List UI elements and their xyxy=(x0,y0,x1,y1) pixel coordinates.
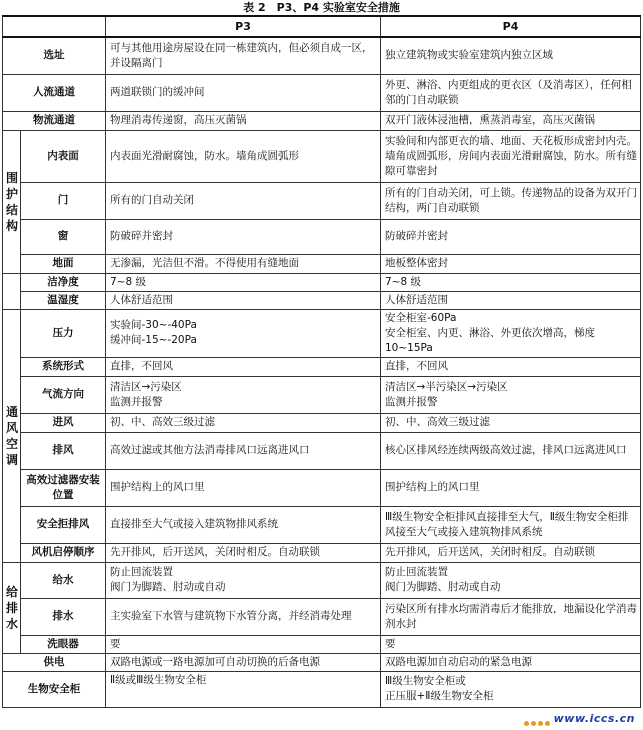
row-label-exhaust: 排风 xyxy=(21,432,106,469)
group-label-hvac: 通 风 空 调 xyxy=(3,309,21,562)
cell-p4-airflow: 清洁区→半污染区→污染区 监测并报警 xyxy=(381,376,641,413)
watermark: www.iccs.cn xyxy=(553,712,635,725)
row-label-drain: 排水 xyxy=(21,598,106,635)
header-p4: P4 xyxy=(381,16,641,37)
cell-p3-material: 物理消毒传递窗，高压灭菌锅 xyxy=(106,111,381,130)
cell-p4-material: 双开门液体浸池槽，熏蒸消毒室，高压灭菌锅 xyxy=(381,111,641,130)
cell-p4-biosafety: Ⅲ级生物安全柜或 正压服+Ⅱ级生物安全柜 xyxy=(381,671,641,707)
table-row xyxy=(3,130,641,182)
cell-p3-airflow: 清洁区→污染区 监测并报警 xyxy=(106,376,381,413)
row-label-eyewash: 洗眼器 xyxy=(21,635,106,653)
spacer-cell xyxy=(3,291,21,309)
cell-p3-eyewash: 要 xyxy=(106,635,381,653)
cell-p4-hepa: 围护结构上的风口里 xyxy=(381,469,641,506)
cell-p4-cabinet-exhaust: Ⅲ级生物安全柜排风直接排至大气，Ⅱ级生物安全柜排风接至大气或接入建筑物排风系统 xyxy=(381,506,641,543)
spacer-cell xyxy=(3,273,21,291)
row-label-intake: 进风 xyxy=(21,413,106,432)
row-label-floor: 地面 xyxy=(21,254,106,273)
cell-p3-surface: 内表面光滑耐腐蚀，防水。墙角成圆弧形 xyxy=(106,130,381,182)
table-row xyxy=(3,357,641,376)
row-label-window: 窗 xyxy=(21,219,106,254)
cell-p4-system: 直排，不回风 xyxy=(381,357,641,376)
cell-p4-drain: 污染区所有排水均需消毒后才能排放，地漏设化学消毒剂水封 xyxy=(381,598,641,635)
row-label-people: 人流通道 xyxy=(3,74,106,111)
row-label-site: 选址 xyxy=(3,37,106,74)
table-caption: 表 2 P3、P4 实验室安全措施 xyxy=(243,1,400,14)
cell-p3-cabinet-exhaust: 直接排至大气或接入建筑物排风系统 xyxy=(106,506,381,543)
group-label-enclosure: 围 护 结 构 xyxy=(3,130,21,273)
cell-p4-floor: 地板整体密封 xyxy=(381,254,641,273)
row-label-door: 门 xyxy=(21,182,106,219)
table-row xyxy=(3,254,641,273)
table-row xyxy=(3,506,641,543)
group-label-water: 给 排 水 xyxy=(3,562,21,653)
cell-p3-system: 直排，不回风 xyxy=(106,357,381,376)
cell-p3-temp: 人体舒适范围 xyxy=(106,291,381,309)
table-header-row xyxy=(3,16,641,37)
row-label-temp: 温湿度 xyxy=(21,291,106,309)
row-label-pressure: 压力 xyxy=(21,309,106,357)
cell-p3-window: 防破碎并密封 xyxy=(106,219,381,254)
cell-p4-intake: 初、中、高效三级过滤 xyxy=(381,413,641,432)
table-row xyxy=(3,291,641,309)
table-row xyxy=(3,273,641,291)
table-row xyxy=(3,413,641,432)
cell-p4-window: 防破碎并密封 xyxy=(381,219,641,254)
cell-p4-eyewash: 要 xyxy=(381,635,641,653)
row-label-clean: 洁净度 xyxy=(21,273,106,291)
cell-p3-people: 两道联锁门的缓冲间 xyxy=(106,74,381,111)
cell-p4-pressure: 安全柜室-60Pa 安全柜室、内更、淋浴、外更依次增高，梯度 10~15Pa xyxy=(381,309,641,357)
cell-p3-clean: 7~8 级 xyxy=(106,273,381,291)
cell-p3-pressure: 实验间-30~-40Pa 缓冲间-15~-20Pa xyxy=(106,309,381,357)
table-row xyxy=(3,37,641,74)
cell-p4-exhaust: 核心区排风经连续两级高效过滤，排风口远离进风口 xyxy=(381,432,641,469)
table-row xyxy=(3,562,641,598)
row-label-system: 系统形式 xyxy=(21,357,106,376)
cell-p3-exhaust: 高效过滤或其他方法消毒排风口远离进风口 xyxy=(106,432,381,469)
row-label-airflow: 气流方向 xyxy=(21,376,106,413)
row-label-fan-order: 风机启停顺序 xyxy=(21,543,106,562)
cell-p4-power: 双路电源加自动启动的紧急电源 xyxy=(381,653,641,671)
header-blank xyxy=(3,16,106,37)
table-row xyxy=(3,543,641,562)
table-row xyxy=(3,219,641,254)
row-label-cabinet-exhaust: 安全拒排风 xyxy=(21,506,106,543)
cell-p3-hepa: 围护结构上的风口里 xyxy=(106,469,381,506)
table-row xyxy=(3,376,641,413)
table-row xyxy=(3,111,641,130)
cell-p3-biosafety: Ⅱ级或Ⅲ级生物安全柜 xyxy=(106,671,381,707)
cell-p3-fan-order: 先开排风，后开送风，关闭时相反。自动联锁 xyxy=(106,543,381,562)
table-row xyxy=(3,635,641,653)
table-row xyxy=(3,309,641,357)
cell-p4-temp: 人体舒适范围 xyxy=(381,291,641,309)
table-row xyxy=(3,598,641,635)
table-row xyxy=(3,74,641,111)
cell-p4-door: 所有的门自动关闭，可上锁。传递物品的设备为双开门结构，两门自动联锁 xyxy=(381,182,641,219)
cell-p4-site: 独立建筑物或实验室建筑内独立区域 xyxy=(381,37,641,74)
cell-p3-power: 双路电源或一路电源加可自动切换的后备电源 xyxy=(106,653,381,671)
row-label-biosafety: 生物安全柜 xyxy=(3,671,106,707)
header-p3: P3 xyxy=(106,16,381,37)
cell-p4-surface: 实验间和内部更衣的墙、地面、天花板形成密封内壳。墙角成圆弧形，房间内表面光滑耐腐蚀，防水。所有缝隙可靠密封 xyxy=(381,130,641,182)
safety-measures-table xyxy=(2,15,641,708)
cell-p3-intake: 初、中、高效三级过滤 xyxy=(106,413,381,432)
row-label-supply: 给水 xyxy=(21,562,106,598)
cell-p3-floor: 无渗漏，光洁但不滑。不得使用有缝地面 xyxy=(106,254,381,273)
cell-p3-drain: 主实验室下水管与建筑物下水管分离，并经消毒处理 xyxy=(106,598,381,635)
cell-p4-clean: 7~8 级 xyxy=(381,273,641,291)
table-row xyxy=(3,671,641,707)
row-label-power: 供电 xyxy=(3,653,106,671)
table-row xyxy=(3,432,641,469)
cell-p4-supply: 防止回流装置 阀门为脚踏、肘动或自动 xyxy=(381,562,641,598)
table-row xyxy=(3,653,641,671)
table-row xyxy=(3,469,641,506)
cell-p3-door: 所有的门自动关闭 xyxy=(106,182,381,219)
table-row xyxy=(3,182,641,219)
cell-p4-fan-order: 先开排风，后开送风，关闭时相反。自动联锁 xyxy=(381,543,641,562)
cell-p4-people: 外更、淋浴、内更组成的更衣区（及消毒区），任何相邻的门自动联锁 xyxy=(381,74,641,111)
row-label-hepa: 高效过滤器安装位置 xyxy=(21,469,106,506)
row-label-material: 物流通道 xyxy=(3,111,106,130)
row-label-surface: 内表面 xyxy=(21,130,106,182)
cell-p3-site: 可与其他用途房屋设在同一栋建筑内，但必须自成一区，并设隔离门 xyxy=(106,37,381,74)
cell-p3-supply: 防止回流装置 阀门为脚踏、肘动或自动 xyxy=(106,562,381,598)
